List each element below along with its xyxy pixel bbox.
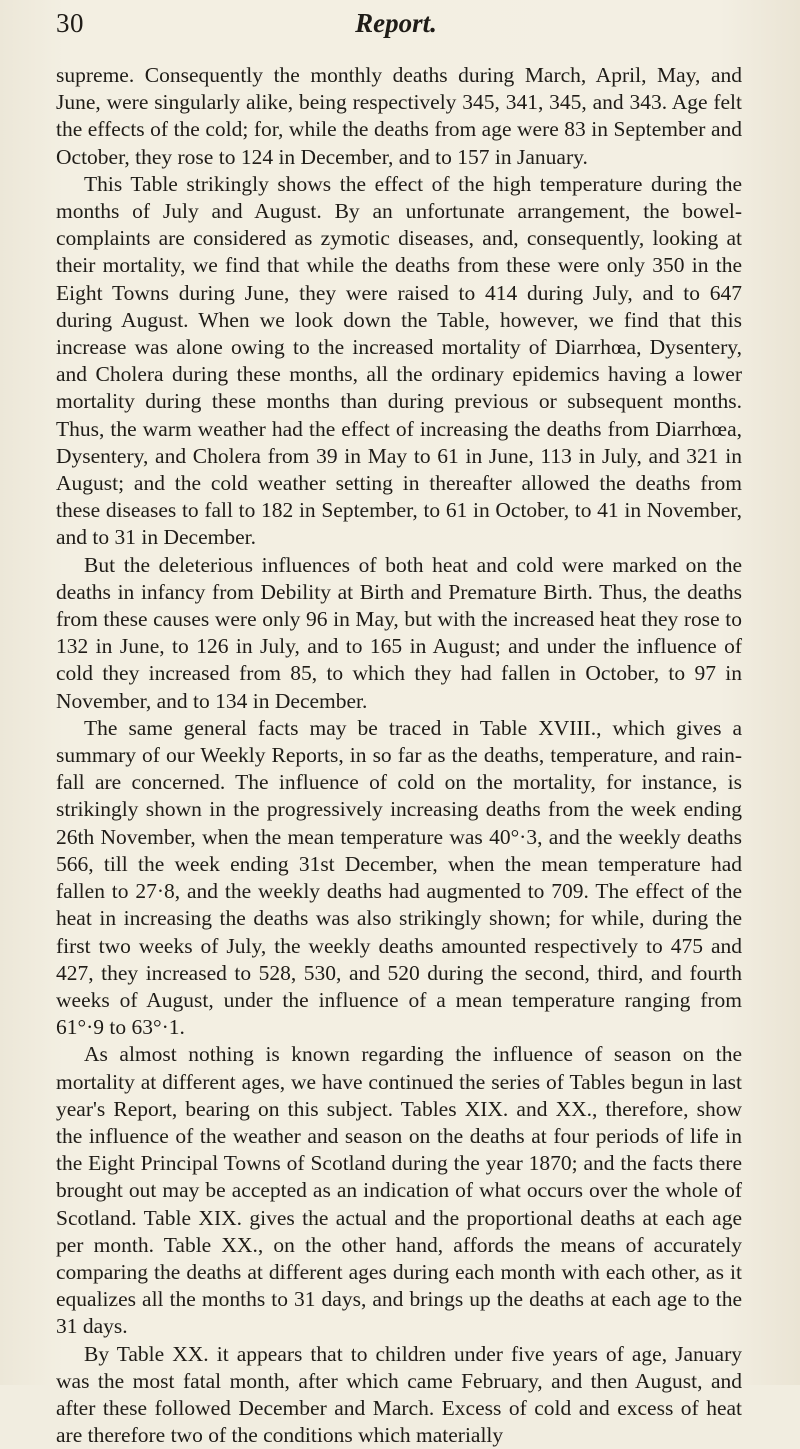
page-number: 30 [56, 8, 84, 38]
running-title: Report. [355, 8, 437, 38]
paragraph: This Table strikingly shows the effect of the high temperature during the months of July and August. By an unfortunate arrangement, the bowel-complaints are considered as zymotic diseases, and, consequently, looking at their mortality, we find that while the deaths from these were only 350 in the Eight Towns during June, they were raised to 414 during July, and to 647 during August. When we look down the Table, however, we find that this increase was alone owing to the increased mortality of Diarrhœa, Dysentery, and Cholera during these months, all the ordinary epidemics having a lower mortality during these months than during previous or subsequent months. Thus, the warm weather had the effect of increasing the deaths from Diarrhœa, Dysentery, and Cholera from 39 in May to 61 in June, 113 in July, and 321 in August; and the cold weather setting in thereafter allowed the deaths from these diseases to fall to 182 in September, to 61 in October, to 41 in November, and to 31 in December. [56, 171, 742, 550]
paragraph: supreme. Consequently the monthly deaths during March, April, May, and June, were singularly alike, being respectively 345, 341, 345, and 343. Age felt the effects of the cold; for, while the deaths from age were 83 in September and October, they rose to 124 in December, and to 157 in January. [56, 63, 742, 169]
paragraph: The same general facts may be traced in Table XVIII., which gives a summary of our Weekly Reports, in so far as the deaths, temperature, and rain-fall are concerned. The influence of cold on the mortality, for instance, is strikingly shown in the progressively increasing deaths from the week ending 26th November, when the mean temperature was 40°·3, and the weekly deaths 566, till the week ending 31st December, when the mean temperature had fallen to 27·8, and the weekly deaths had augmented to 709. The effect of the heat in increasing the deaths was also strikingly shown; for while, during the first two weeks of July, the weekly deaths amounted respectively to 475 and 427, they increased to 528, 530, and 520 during the second, third, and fourth weeks of August, under the influence of a mean temperature ranging from 61°·9 to 63°·1. [56, 715, 742, 1040]
paragraph: By Table XX. it appears that to children under five years of age, January was the most fatal month, after which came February, and then August, and after these followed December and March. Excess of cold and excess of heat are therefore two of the conditions which materially [56, 1341, 742, 1448]
page-header [56, 8, 736, 48]
body-text [56, 62, 742, 1449]
paragraph: As almost nothing is known regarding the influence of season on the mortality at different ages, we have continued the series of Tables begun in last year's Report, bearing on this subject. Tables XIX. and XX., therefore, show the influence of the weather and season on the deaths at four periods of life in the Eight Principal Towns of Scotland during the year 1870; and the facts there brought out may be accepted as an indication of what occurs over the whole of Scotland. Table XIX. gives the actual and the proportional deaths at each age per month. Table XX., on the other hand, affords the means of accurately comparing the deaths at different ages during each month with each other, as it equalizes all the months to 31 days, and brings up the deaths at each age to the 31 days. [56, 1042, 742, 1339]
paragraph: But the deleterious influences of both heat and cold were marked on the deaths in infancy from Debility at Birth and Premature Birth. Thus, the deaths from these causes were only 96 in May, but with the increased heat they rose to 132 in June, to 126 in July, and to 165 in August; and under the influence of cold they increased from 85, to which they had fallen in October, to 97 in November, and to 134 in December. [56, 552, 742, 713]
